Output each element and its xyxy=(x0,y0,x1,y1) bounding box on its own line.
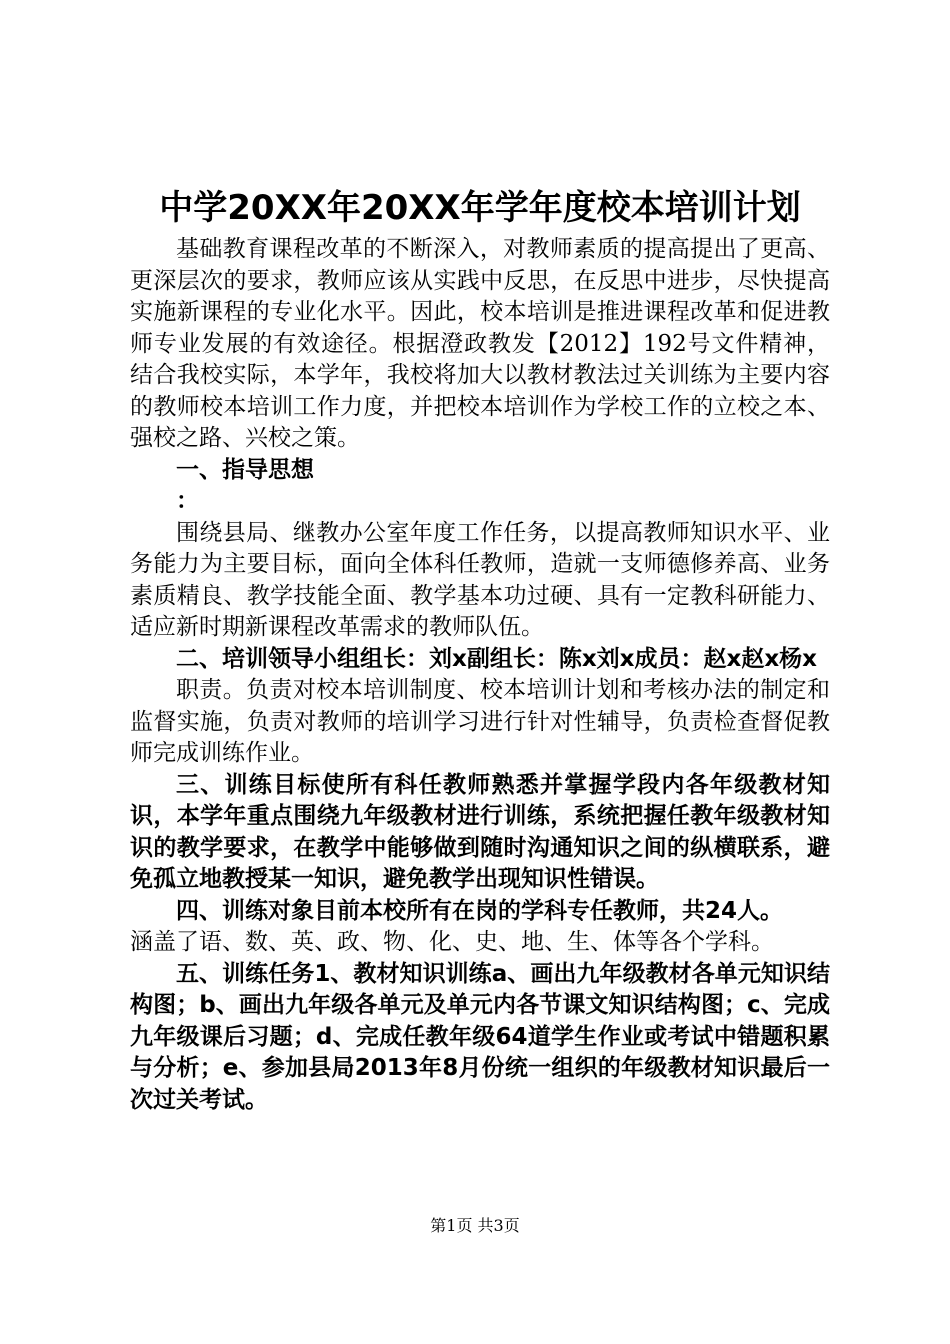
section4-heading: 四、训练对象目前本校所有在岗的学科专任教师，共24人。 xyxy=(176,897,784,924)
section2-body: 职责。负责对校本培训制度、校本培训计划和考核办法的制定和监督实施，负责对教师的培训学习进行针对性辅导，负责检查督促教师完成训练作业。 xyxy=(130,677,830,766)
section2-heading: 二、培训领导小组组长：刘x副组长：陈x刘x成员：赵x赵x杨x xyxy=(176,645,818,672)
section1-heading: 一、指导思想 xyxy=(176,456,314,483)
section1-body: 围绕县局、继教办公室年度工作任务，以提高教师知识水平、业务能力为主要目标，面向全体科任教师，造就一支师德修养高、业务素质精良、教学技能全面、教学基本功过硬、具有一定教科研能力、适应新时期新课程改革需求的教师队伍。 xyxy=(130,519,830,640)
section1-colon: ： xyxy=(176,488,199,514)
page-footer: 第1页 共3页 xyxy=(430,1216,520,1235)
intro-paragraph: 基础教育课程改革的不断深入，对教师素质的提高提出了更高、更深层次的要求，教师应该从实践中反思，在反思中进步，尽快提高实施新课程的专业化水平。因此，校本培训是推进课程改革和促进教师专业发展的有效途径。根据澄政教发【2012】192号文件精神，结合我校实际，本学年，我校将加大以教材教法过关训练为主要内容的教师校本培训工作力度，并把校本培训作为学校工作的立校之本、强校之路、兴校之策。 xyxy=(130,236,830,451)
document-title: 中学20XX年20XX年学年度校本培训计划 xyxy=(159,188,801,228)
section5-paragraph: 五、训练任务1、教材知识训练a、画出九年级教材各单元知识结构图；b、画出九年级各单元及单元内各节课文知识结构图；c、完成九年级课后习题；d、完成任教年级64道学生作业或考试中错题积累与分析；e、参加县局2013年8月份统一组织的年级教材知识最后一次过关考试。 xyxy=(130,960,830,1113)
document-page xyxy=(130,186,830,1116)
section3-paragraph: 三、训练目标使所有科任教师熟悉并掌握学段内各年级教材知识，本学年重点围绕九年级教材进行训练，系统把握任教年级教材知识的教学要求，在教学中能够做到随时沟通知识之间的纵横联系，避免孤立地教授某一知识，避免教学出现知识性错误。 xyxy=(130,771,830,892)
section4-body: 涵盖了语、数、英、政、物、化、史、地、生、体等各个学科。 xyxy=(130,929,774,955)
